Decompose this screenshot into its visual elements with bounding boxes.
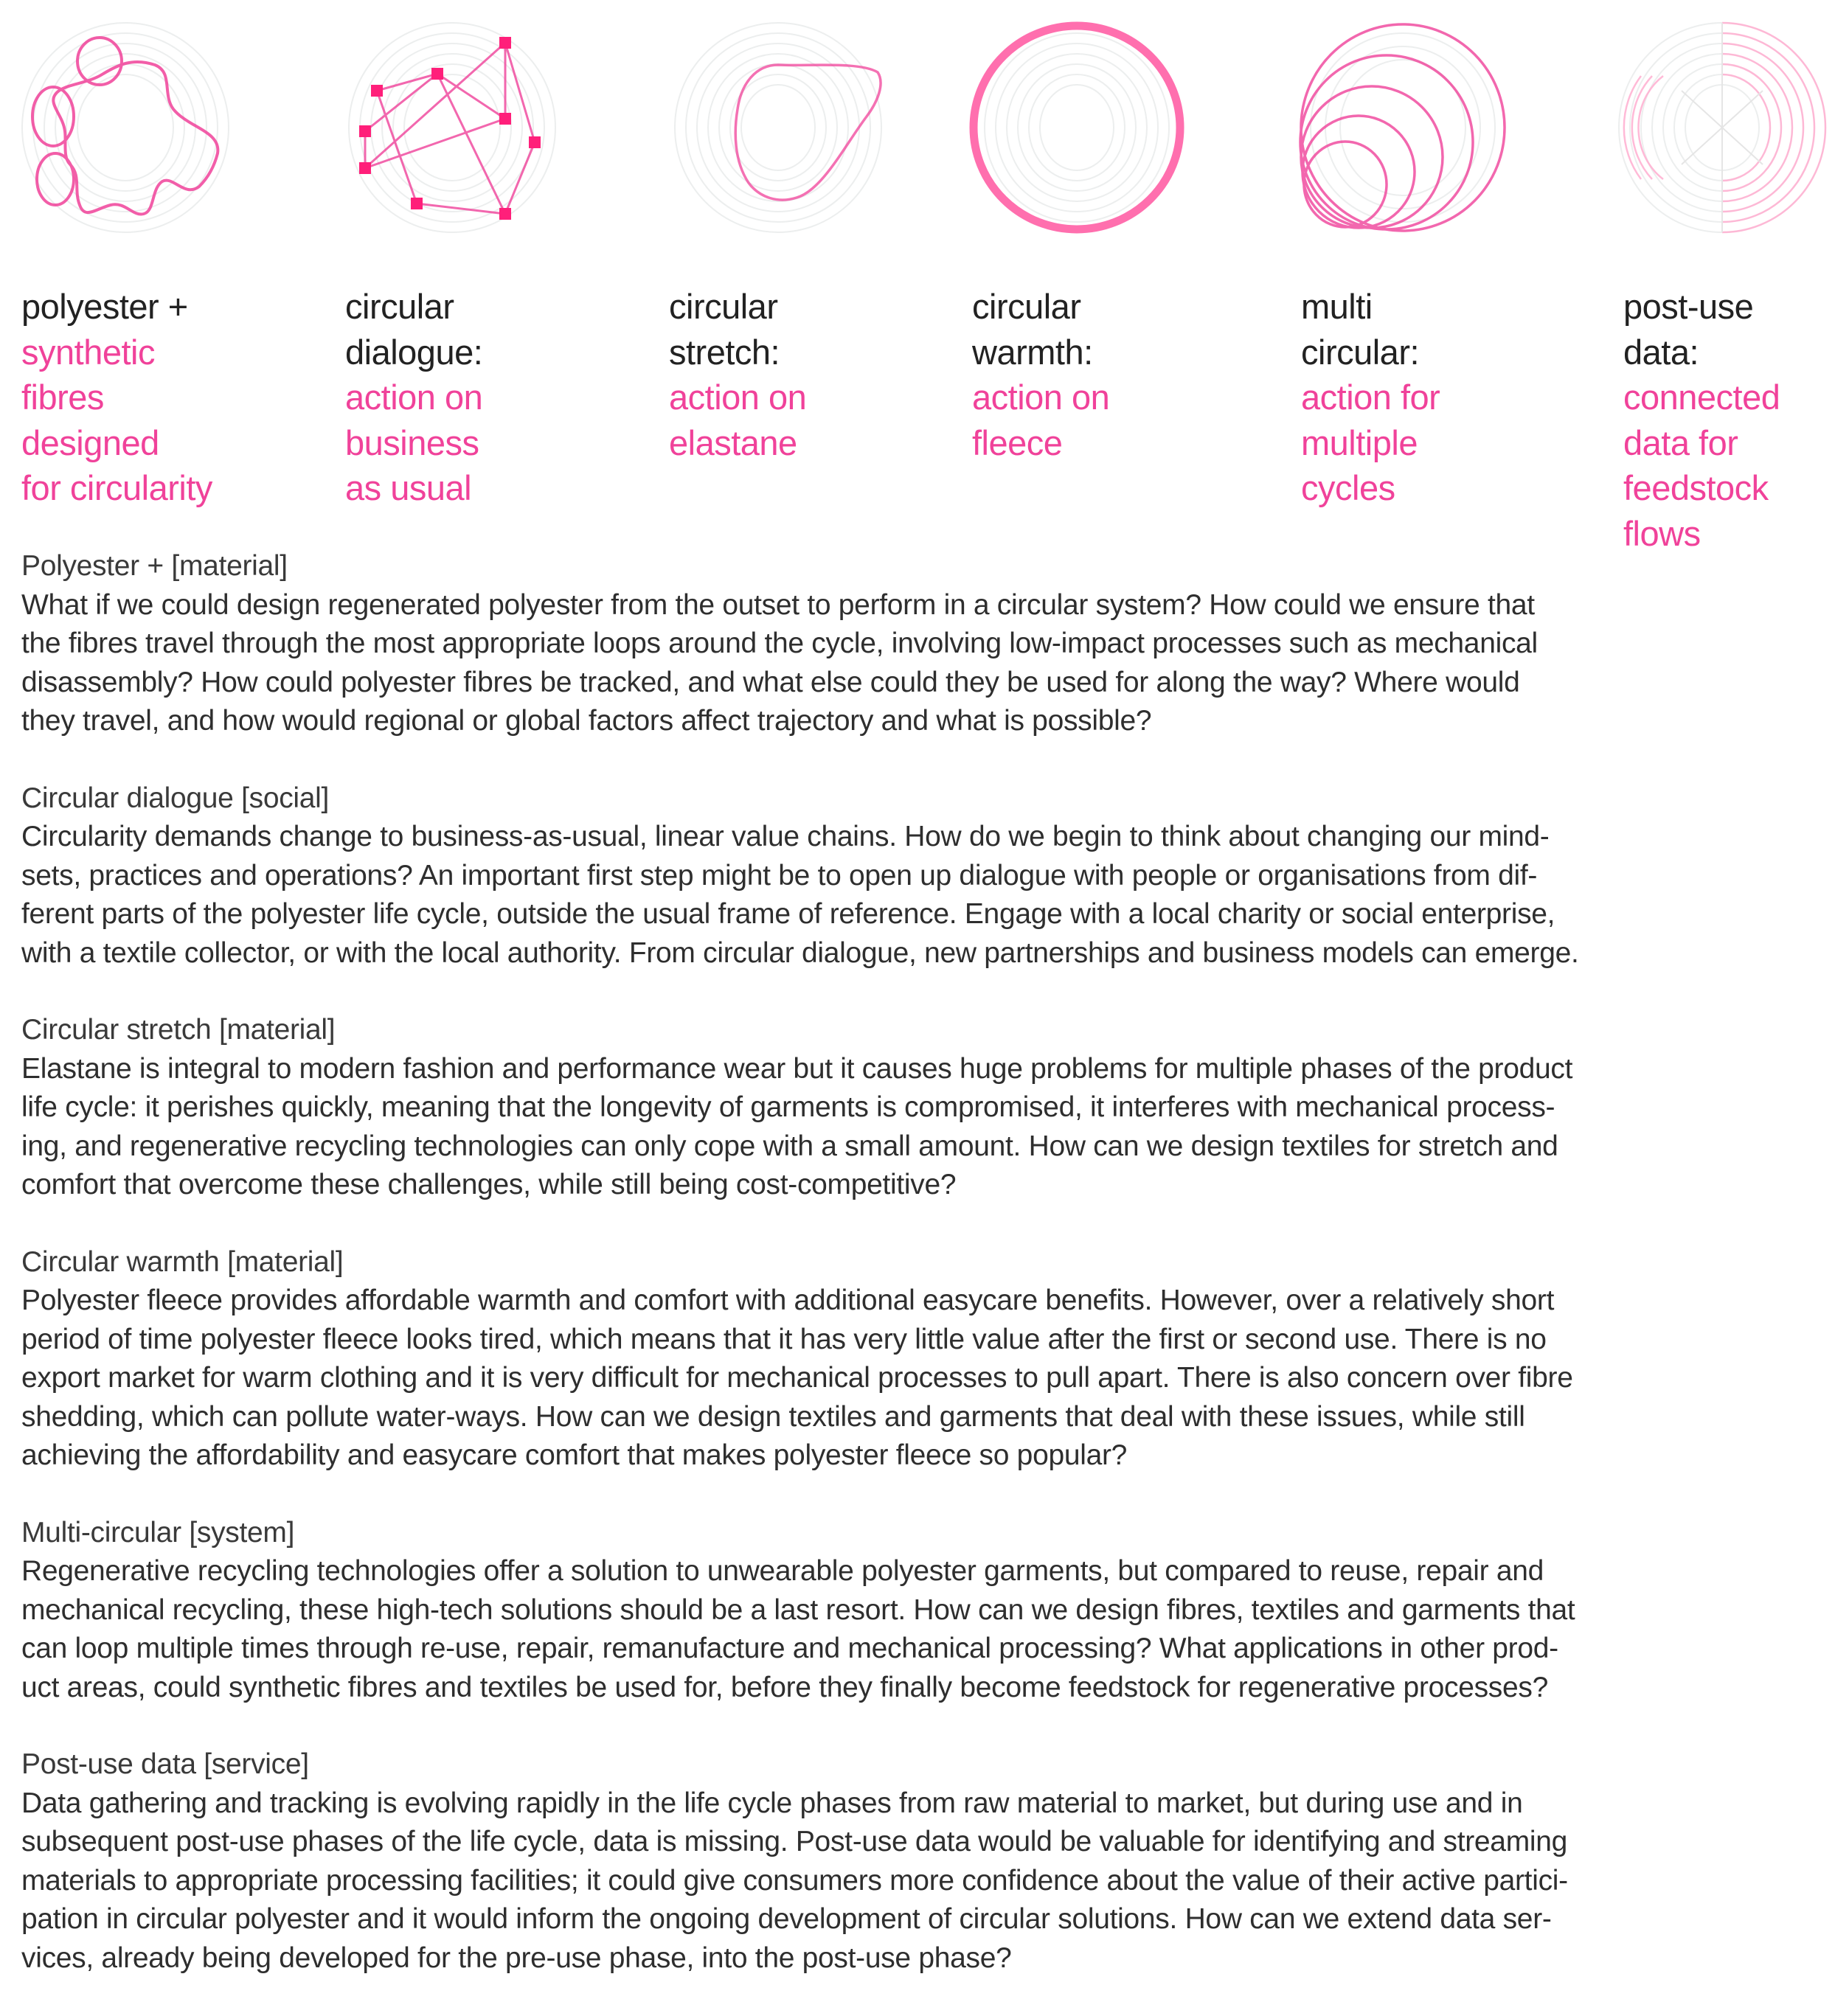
paragraph-line: export market for warm clothing and it is very difficult for mechanical processes to pull apart. There is also concern over fibre bbox=[21, 1362, 1573, 1394]
circular-warmth-icon bbox=[966, 21, 1187, 234]
title-dark-line: data: bbox=[1623, 332, 1699, 372]
paragraph-line: materials to appropriate processing facilities; it could give consumers more confidence about the value of their active partici- bbox=[21, 1864, 1568, 1897]
section-circular-warmth bbox=[21, 1243, 1821, 1475]
paragraph-line: disassembly? How could polyester fibres be tracked, and what else could they be used for along the way? Where would bbox=[21, 666, 1520, 698]
paragraph-line: they travel, and how would regional or global factors affect trajectory and what is possible? bbox=[21, 705, 1152, 737]
paragraph-line: mechanical recycling, these high-tech solutions should be a last resort. How can we design fibres, textiles and garments that bbox=[21, 1593, 1575, 1626]
paragraph-line: life cycle: it perishes quickly, meaning that the longevity of garments is compromised, it interferes with mechanical process- bbox=[21, 1091, 1555, 1123]
section-circular-stretch bbox=[21, 1011, 1821, 1205]
title-dark-line: dialogue: bbox=[345, 332, 483, 372]
section-heading: Circular warmth [material] bbox=[21, 1245, 344, 1278]
title-circular-stretch bbox=[669, 284, 979, 465]
paragraph-line: Polyester fleece provides affordable warmth and comfort with additional easycare benefits. However, over a relatively short bbox=[21, 1285, 1555, 1316]
title-dark-line: multi bbox=[1301, 287, 1373, 326]
paragraph-line: with a textile collector, or with the local authority. From circular dialogue, new partnerships and business models can emerge. bbox=[21, 936, 1579, 969]
circular-stretch-icon bbox=[667, 21, 889, 234]
title-pink-line: feedstock bbox=[1623, 468, 1769, 507]
title-pink-line: action on bbox=[345, 378, 483, 417]
title-dark-line: polyester + bbox=[21, 287, 188, 326]
paragraph-line: Data gathering and tracking is evolving rapidly in the life cycle phases from raw material to market, but during use and in bbox=[21, 1787, 1523, 1819]
title-pink-line: for circularity bbox=[21, 468, 212, 507]
title-row bbox=[0, 284, 1835, 557]
title-pink-line: elastane bbox=[669, 423, 797, 462]
paragraph-line: vices, already being developed for the pre-use phase, into the post-use phase? bbox=[21, 1942, 1012, 1974]
title-circular-warmth bbox=[972, 284, 1282, 465]
title-pink-line: data for bbox=[1623, 423, 1738, 462]
paragraph-line: ing, and regenerative recycling technologies can only cope with a small amount. How can we design textiles for stretch and bbox=[21, 1130, 1558, 1162]
paragraph-line: achieving the affordability and easycare comfort that makes polyester fleece so popular? bbox=[21, 1439, 1128, 1471]
paragraph-line: shedding, which can pollute water-ways. How can we design textiles and garments that deal with these issues, while still bbox=[21, 1400, 1525, 1433]
title-multi-circular bbox=[1301, 284, 1611, 511]
paragraph-line: pation in circular polyester and it would inform the ongoing development of circular solutions. How can we extend data ser- bbox=[21, 1903, 1552, 1935]
title-pink-line: connected bbox=[1623, 378, 1780, 417]
paragraph-line: uct areas, could synthetic fibres and textiles be used for, before they finally become feedstock for regenerative processes? bbox=[21, 1671, 1548, 1703]
section-heading: Polyester + [material] bbox=[21, 550, 288, 582]
paragraph-line: Regenerative recycling technologies offer a solution to unwearable polyester garments, but compared to reuse, repair and bbox=[21, 1555, 1544, 1587]
paragraph-line: Elastane is integral to modern fashion and performance wear but it causes huge problems for multiple phases of the product bbox=[21, 1052, 1573, 1085]
title-pink-line: fleece bbox=[972, 423, 1063, 462]
paragraph-line: comfort that overcome these challenges, while still being cost-competitive? bbox=[21, 1169, 957, 1200]
title-pink-line: action for bbox=[1301, 378, 1440, 417]
paragraph-line: can loop multiple times through re-use, repair, remanufacture and mechanical processing? What applications in other prod- bbox=[21, 1633, 1558, 1664]
section-heading: Circular dialogue [social] bbox=[21, 782, 330, 814]
paragraph-line: the fibres travel through the most appropriate loops around the cycle, involving low-impact processes such as mechanical bbox=[21, 628, 1538, 659]
icon-row bbox=[0, 0, 1835, 251]
title-dark-line: stretch: bbox=[669, 332, 780, 372]
title-dark-line: circular bbox=[669, 287, 778, 326]
paragraph-line: period of time polyester fleece looks tired, which means that it has very little value after the first or second use. There is no bbox=[21, 1323, 1547, 1355]
paragraph-line: sets, practices and operations? An important first step might be to open up dialogue with people or organisations from dif- bbox=[21, 859, 1538, 891]
title-pink-line: flows bbox=[1623, 513, 1701, 553]
circular-dialogue-icon bbox=[341, 21, 563, 234]
title-pink-line: action on bbox=[972, 378, 1110, 417]
title-pink-line: designed bbox=[21, 423, 159, 462]
section-polyester-plus bbox=[21, 547, 1821, 741]
polyester-plus-icon bbox=[15, 21, 236, 234]
paragraph-line: ferent parts of the polyester life cycle, outside the usual frame of reference. Engage with a local charity or social enterprise, bbox=[21, 898, 1555, 930]
title-post-use-data bbox=[1623, 284, 1835, 556]
section-heading: Circular stretch [material] bbox=[21, 1014, 336, 1046]
title-pink-line: action on bbox=[669, 378, 807, 417]
title-dark-line: circular bbox=[972, 287, 1081, 326]
title-pink-line: fibres bbox=[21, 378, 104, 417]
title-pink-line: cycles bbox=[1301, 468, 1395, 507]
title-circular-dialogue bbox=[345, 284, 655, 511]
title-pink-line: multiple bbox=[1301, 423, 1418, 462]
multi-circular-icon bbox=[1292, 21, 1513, 234]
section-circular-dialogue bbox=[21, 779, 1821, 973]
section-heading: Multi-circular [system] bbox=[21, 1516, 295, 1549]
section-multi-circular bbox=[21, 1514, 1821, 1708]
section-heading: Post-use data [service] bbox=[21, 1748, 309, 1780]
paragraph-line: subsequent post-use phases of the life cycle, data is missing. Post-use data would be valuable for identifying and streaming bbox=[21, 1826, 1568, 1857]
title-pink-line: synthetic bbox=[21, 332, 155, 372]
title-pink-line: business bbox=[345, 423, 479, 462]
paragraph-line: Circularity demands change to business-as-usual, linear value chains. How do we begin to think about changing our mind- bbox=[21, 821, 1550, 852]
section-post-use-data bbox=[21, 1745, 1821, 1978]
post-use-data-icon bbox=[1612, 21, 1833, 234]
title-dark-line: circular bbox=[345, 287, 454, 326]
title-polyester-plus bbox=[21, 284, 331, 511]
paragraph-line: What if we could design regenerated polyester from the outset to perform in a circular system? How could we ensure that bbox=[21, 588, 1535, 621]
title-dark-line: post-use bbox=[1623, 287, 1754, 326]
title-dark-line: warmth: bbox=[972, 332, 1093, 372]
title-dark-line: circular: bbox=[1301, 332, 1420, 372]
title-pink-line: as usual bbox=[345, 468, 472, 507]
description-body bbox=[21, 547, 1821, 2016]
